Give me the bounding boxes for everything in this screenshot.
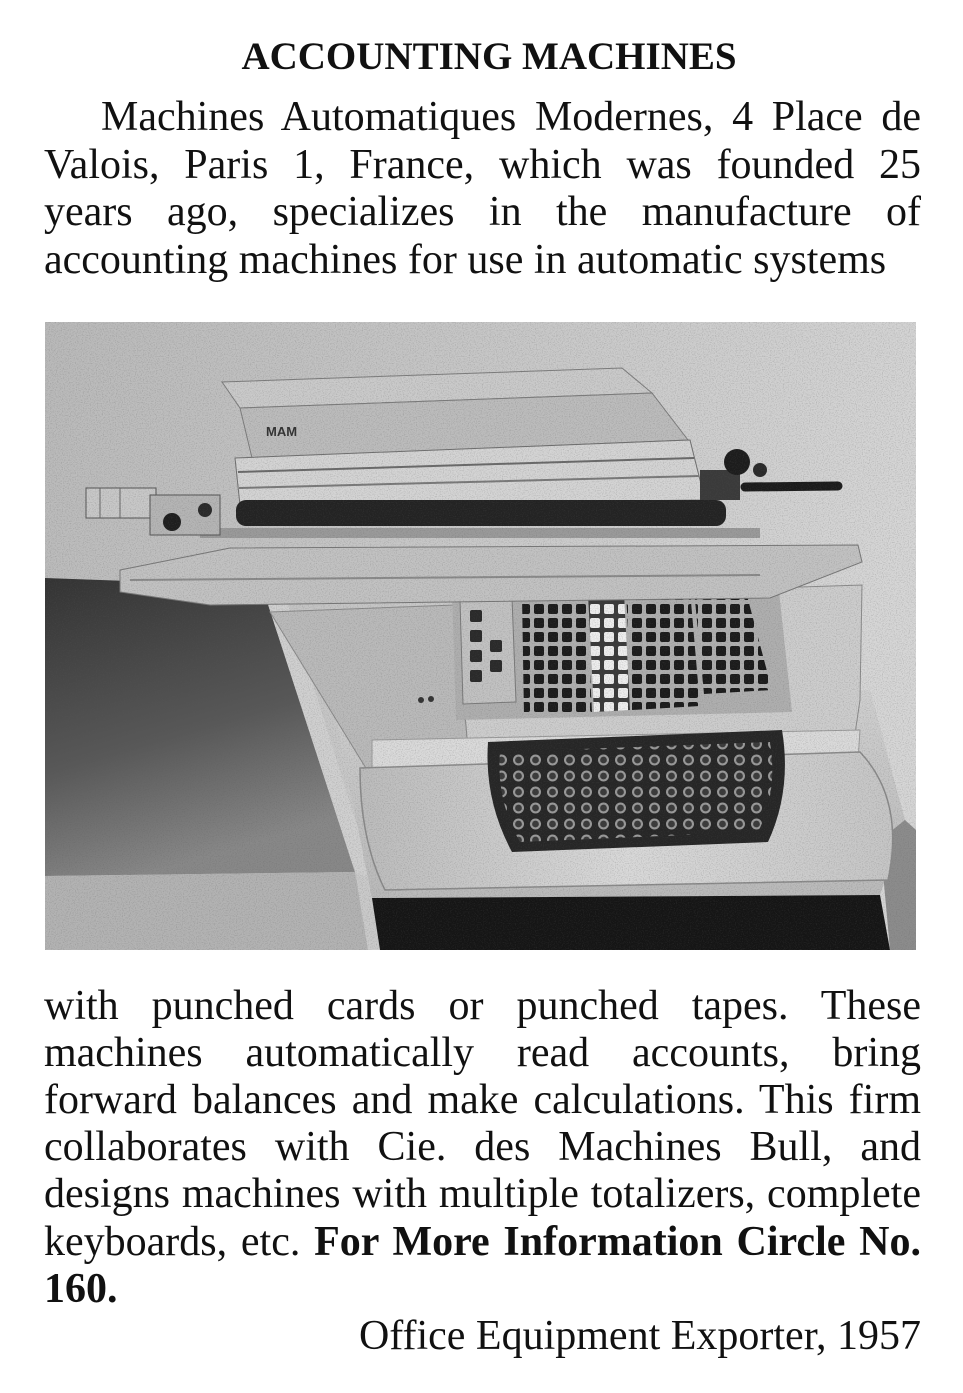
body-paragraph	[44, 983, 921, 1313]
intro-line-2: Valois, Paris 1, France, which was founded 25	[44, 141, 921, 188]
body-line-6	[44, 1219, 921, 1266]
photo-grain	[45, 322, 916, 950]
machine-photo	[45, 322, 916, 950]
body-line-2: machines automatically read accounts, bring	[44, 1029, 921, 1076]
intro-line-4: accounting machines for use in automatic systems	[44, 237, 887, 284]
circle-number: 160.	[44, 1265, 118, 1312]
body-line-1: with punched cards or punched tapes. These	[44, 982, 921, 1029]
article-heading: ACCOUNTING MACHINES	[241, 35, 737, 78]
body-line-4: collaborates with Cie. des Machines Bull, and	[44, 1124, 921, 1171]
body-line-6-lead: keyboards, etc.	[44, 1218, 301, 1265]
intro-line-1: Machines Automatiques Modernes, 4 Place de	[101, 94, 921, 140]
body-line-3: forward balances and make calculations. This firm	[44, 1076, 921, 1123]
intro-paragraph	[44, 94, 921, 285]
body-line-5: designs machines with multiple totalizers, complete	[44, 1171, 921, 1218]
call-to-action: For More Information Circle No.	[314, 1218, 922, 1265]
body-line-7	[44, 1266, 921, 1313]
source-citation: Office Equipment Exporter, 1957	[358, 1313, 921, 1359]
intro-line-3: years ago, specializes in the manufacture of	[44, 189, 921, 236]
